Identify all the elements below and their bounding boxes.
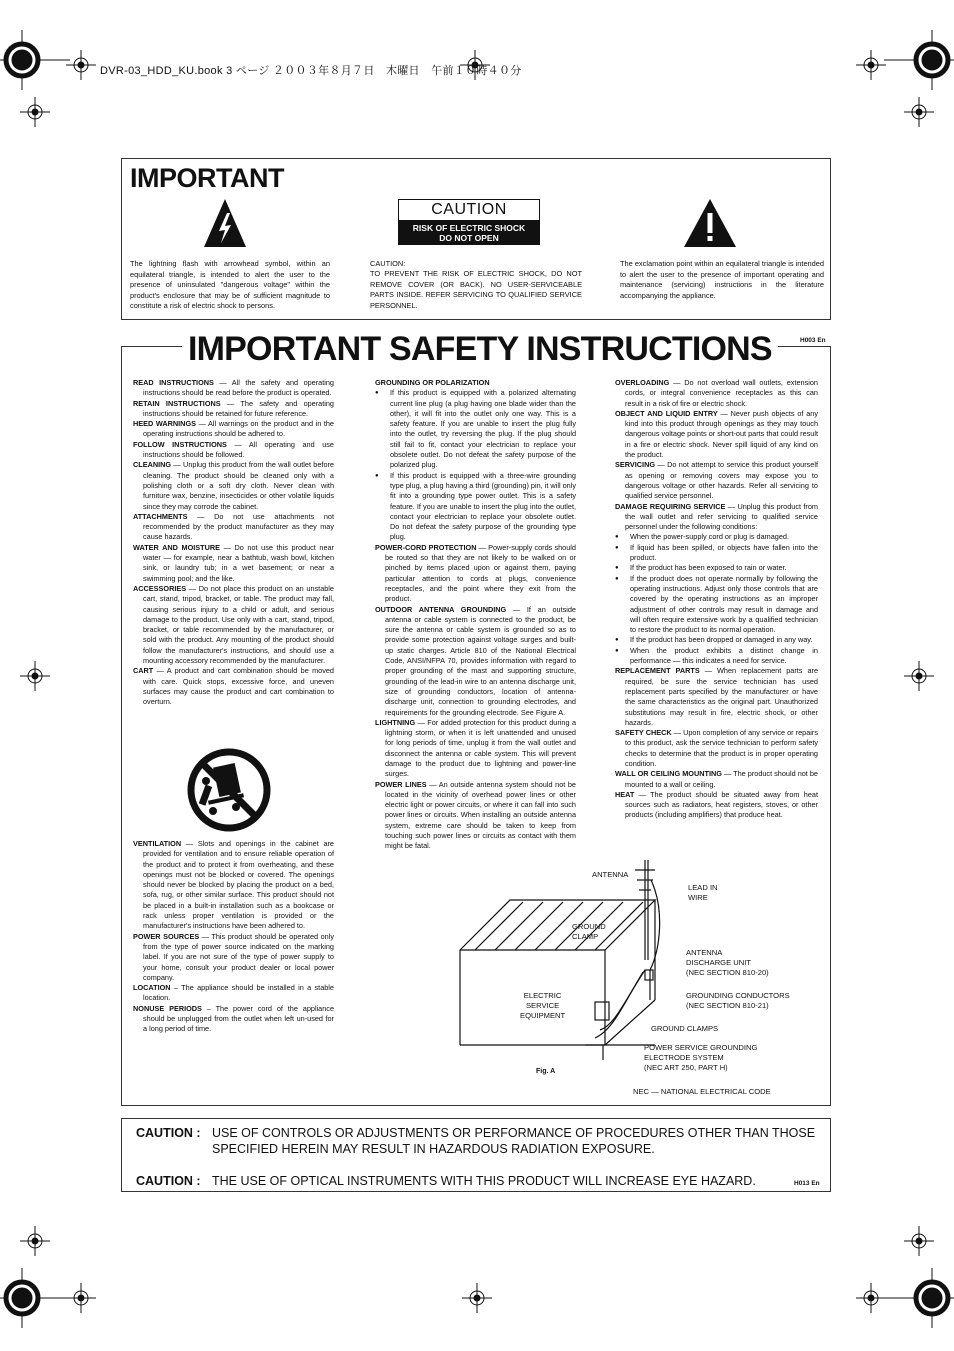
entry-location: LOCATION – The appliance should be installed in a stable location. (133, 983, 334, 1003)
entry-power-lines: POWER LINES — An outside antenna system should not be located in the vicinity of overhead power lines or other electric light or power circuits, or where it can fall into such power lines or circuits. When installing an outside antenna system, extreme care should be taken to keep from touching such power lines or circuits as contact with them might be fatal. (375, 779, 576, 851)
registration-mark-bottom-right (884, 1268, 954, 1328)
bullet-liquid-spilled: ● If liquid has been spilled, or objects have fallen into the product. (615, 543, 818, 564)
column-1 (133, 378, 334, 708)
bullet-rain-water: ● If the product has been exposed to rain or water. (615, 563, 818, 573)
crosshair-icon (856, 50, 886, 80)
important-title: IMPORTANT (130, 163, 284, 193)
entry-safety-check: SAFETY CHECK — Upon completion of any service or repairs to this product, ask the service technician to perform safety checks to determine that the product is in proper operating condition. (615, 728, 818, 768)
fig-ground-clamps-label: GROUND CLAMPS (651, 1024, 719, 1033)
fig-electric-service-label: ELECTRIC SERVICE EQUIPMENT (520, 991, 566, 1020)
entry-heat: HEAT — The product should be situated away from heat sources such as radiators, heat registers, stoves, or other products (including amplifiers) that produce heat. (615, 789, 818, 820)
entry-power-cord-protection: POWER-CORD PROTECTION — Power-supply cords should be routed so that they are not likely to be walked on or pinched by items placed upon or against them, paying particular attention to cords at plugs, convenience receptacles, and the point where they exit from the product. (375, 542, 576, 604)
entry-heed-warnings: HEED WARNINGS — All warnings on the product and in the operating instructions should be adhered to. (133, 419, 334, 439)
entry-retain-instructions: RETAIN INSTRUCTIONS — The safety and operating instructions should be retained for future reference. (133, 398, 334, 418)
caution-radiation-label: CAUTION : (136, 1126, 201, 1140)
entry-water-moisture: WATER AND MOISTURE — Do not use this product near water — for example, near a bathtub, wash bowl, kitchen sink, or laundry tub; in a wet basement; or near a swimming pool; and the like. (133, 542, 334, 583)
bullet-polarized-plug: ● If this product is equipped with a polarized alternating current line plug (a plug having one blade wider than the other), it will fit into the outlet only one way. This is a safety feature. If you are unable to insert the plug fully into the outlet, try reversing the plug. If the plug should still fail to fit, contact your electrician to replace your obsolete outlet. Do not defeat the safety purpose of the polarized plug. (375, 388, 576, 470)
caution-label-top: CAUTION (398, 199, 540, 221)
caution-optical-label: CAUTION : (136, 1174, 201, 1188)
crosshair-icon (20, 97, 50, 127)
caution-optical-text: THE USE OF OPTICAL INSTRUMENTS WITH THIS PRODUCT WILL INCREASE EYE HAZARD. (212, 1174, 756, 1188)
entry-nonuse-periods: NONUSE PERIODS – The power cord of the appliance should be unplugged from the outlet when left un-used for a long period of time. (133, 1003, 335, 1034)
entry-outdoor-antenna-grounding: OUTDOOR ANTENNA GROUNDING — If an outside antenna or cable system is connected to the product, be sure the antenna or cable system is grounded so as to provide some protection against voltage surges and built-up static charges. Article 810 of the National Electrical Code, ANSI/NFPA 70, provides information with regard to proper grounding of the mast and supporting structure, grounding of the lead-in wire to an antenna discharge unit, size of grounding conductors, location of antenna-discharge unit, connection to grounding electrodes, and requirements for the grounding electrode. See Figure A. (375, 604, 576, 717)
entry-wall-ceiling-mounting: WALL OR CEILING MOUNTING — The product should not be mounted to a wall or ceiling. (615, 769, 818, 789)
caution-radiation (136, 1125, 832, 1159)
bullet-three-wire-plug: ● If this product is equipped with a three-wire grounding type plug, a plug having a third (grounding) pin, it will only fit into a grounding type power outlet. This is a safety feature. If you are unable to insert the plug into the outlet, contact your electrician to replace your obsolete outlet. Do not defeat the safety purpose of the grounding type plug. (375, 471, 576, 543)
crosshair-icon (904, 1226, 934, 1256)
file-header: DVR-03_HDD_KU.book 3 ページ ２００３年８月７日 木曜日 午前１０時４０分 (100, 65, 522, 77)
entry-lightning: LIGHTNING — For added protection for this product during a lightning storm, or when it is left unattended and unused for long periods of time, unplug it from the wall outlet and disconnect the antenna or cable system. This will prevent damage to the product due to lightning and power-line surges. (375, 717, 576, 779)
column-2 (375, 378, 576, 852)
fig-discharge-unit-label: ANTENNA DISCHARGE UNIT (NEC SECTION 810-20) (686, 948, 769, 977)
important-box (121, 158, 831, 320)
caution-text: TO PREVENT THE RISK OF ELECTRIC SHOCK, DO NOT REMOVE COVER (OR BACK). NO USER-SERVICEABLE PARTS INSIDE. REFER SERVICING TO QUALIFIED SERVICE PERSONNEL. (370, 269, 582, 310)
safety-code: H003 En (800, 337, 826, 344)
bullet-dropped: ● If the product has been dropped or damaged in any way. (615, 635, 818, 645)
caution-radiation-text: USE OF CONTROLS OR ADJUSTMENTS OR PERFORMANCE OF PROCEDURES OTHER THAN THOSE SPECIFIED HEREIN MAY RESULT IN HAZARDOUS RADIATION EXPOSURE. (212, 1126, 816, 1156)
safety-title: IMPORTANT SAFETY INSTRUCTIONS (182, 327, 778, 371)
crosshair-icon (462, 1283, 492, 1313)
bottom-caution-box (121, 1118, 831, 1192)
column-3 (615, 378, 818, 821)
fig-electrode-system-label: POWER SERVICE GROUNDING ELECTRODE SYSTEM (NEC ART 250, PART H) (644, 1043, 758, 1072)
crosshair-icon (20, 661, 50, 691)
entry-power-sources: POWER SOURCES — This product should be operated only from the type of power source indicated on the marking label. If you are not sure of the type of power supply to your home, consult your product dealer or local power company. (133, 931, 334, 982)
cart-tipover-warning-icon (186, 747, 272, 833)
registration-mark-bottom-left (0, 1268, 70, 1328)
registration-mark-top-right (884, 30, 954, 90)
bullet-cord-damaged: ● When the power-supply cord or plug is damaged. (615, 532, 818, 542)
entry-grounding-heading: GROUNDING OR POLARIZATION (375, 378, 490, 387)
entry-cart: CART — A product and cart combination should be moved with care. Quick stops, excessive force, and uneven surfaces may cause the product and cart combination to overturn. (133, 666, 334, 707)
entry-overloading: OVERLOADING — Do not overload wall outlets, extension cords, or integral convenience receptacles as this can result in a risk of fire or electric shock. (615, 378, 818, 408)
fig-nec-note: NEC — NATIONAL ELECTRICAL CODE (633, 1087, 771, 1096)
exclamation-explanation: The exclamation point within an equilateral triangle is intended to alert the user to the presence of important operating and maintenance (servicing) instructions in the literature accompanying the appliance. (620, 259, 824, 300)
caution-label-bottom (398, 221, 540, 245)
lightning-explanation: The lightning flash with arrowhead symbol, within an equilateral triangle, is intended to alert the user to the presence of uninsulated "dangerous voltage" within the product's enclosure that may be of sufficient magnitude to constitute a risk of electric shock to persons. (130, 259, 330, 310)
bottom-code: H013 En (794, 1180, 820, 1187)
caution-label-line1: RISK OF ELECTRIC SHOCK (412, 223, 526, 233)
entry-object-liquid-entry: OBJECT AND LIQUID ENTRY — Never push objects of any kind into this product through openings as they may touch dangerous voltage points or short-out parts that could result in a fire or electric shock. Never spill liquid of any kind on the product. (615, 408, 819, 460)
fig-grounding-conductors-label: GROUNDING CONDUCTORS (NEC SECTION 810-21) (686, 991, 790, 1010)
fig-antenna-label: ANTENNA (592, 870, 629, 879)
entry-replacement-parts: REPLACEMENT PARTS — When replacement parts are required, be sure the service technician has used replacement parts specified by the manufacturer or have the same characteristics as the original part. Unauthorized substitutions may result in fire, electric shock, or other hazards. (615, 666, 818, 727)
crosshair-icon (904, 661, 934, 691)
lightning-warning-icon (204, 199, 246, 247)
registration-mark-top-left (0, 30, 70, 90)
entry-follow-instructions: FOLLOW INSTRUCTIONS — All operating and use instructions should be followed. (133, 439, 334, 460)
exclamation-warning-icon (684, 199, 736, 247)
entry-read-instructions: READ INSTRUCTIONS — All the safety and operating instructions should be read before the product is operated. (133, 378, 334, 398)
column-1b (133, 839, 334, 1035)
fig-ground-clamp-label: GROUND CLAMP (572, 922, 606, 941)
bullet-performance-change: ● When the product exhibits a distinct change in performance — this indicates a need for service. (615, 646, 818, 667)
caution-label-line2: DO NOT OPEN (439, 233, 499, 243)
caution-heading: CAUTION: (370, 259, 406, 268)
fig-lead-in-label: LEAD IN WIRE (688, 883, 718, 902)
crosshair-icon (66, 50, 96, 80)
entry-cleaning: CLEANING — Unplug this product from the wall outlet before cleaning. The product should be cleaned only with a polishing cloth or a soft dry cloth. Never clean with furniture wax, benzine, insecticides or other volatile liquids since they may corrode the cabinet. (133, 460, 334, 511)
entry-accessories: ACCESSORIES — Do not place this product on an unstable cart, stand, tripod, bracket, or table. The product may fall, causing serious injury to a child or adult, and serious damage to the product. Use only with a cart, stand, tripod, bracket, or table recommended by the manufacturer, or sold with the product. Any mounting of the product should follow the manufacturer's instructions, and should use a mounting accessory recommended by the manufacturer. (133, 583, 334, 666)
caution-optical (136, 1173, 832, 1191)
entry-servicing: SERVICING — Do not attempt to service this product yourself as opening or removing covers may expose you to dangerous voltage or other hazards. Refer all servicing to qualified service personnel. (615, 460, 818, 501)
crosshair-icon (904, 97, 934, 127)
entry-damage-requiring-service: DAMAGE REQUIRING SERVICE — Unplug this product from the wall outlet and refer servicing to qualified service personnel under the following conditions: (615, 501, 818, 532)
crosshair-icon (66, 1283, 96, 1313)
caution-label (398, 199, 540, 245)
entry-ventilation: VENTILATION — Slots and openings in the cabinet are provided for ventilation and to ensure reliable operation of the product and to protect it from overheating, and these openings must not be blocked or covered. The openings should never be blocked by placing the product on a bed, sofa, rug, or other similar surface. This product should not be placed in a built-in installation such as a bookcase or rack unless proper ventilation is provided or the manufacturer's instructions have been adhered to. (133, 839, 334, 931)
bullet-not-operating: ● If the product does not operate normally by following the operating instructions. Adjust only those controls that are covered by the operating instructions as an improper adjustment of other controls may result in damage and will often require extensive work by a qualified technician to restore the product to its normal operation. (615, 574, 818, 636)
crosshair-icon (856, 1283, 886, 1313)
crosshair-icon (20, 1226, 50, 1256)
fig-a-caption: Fig. A (536, 1068, 556, 1075)
entry-attachments: ATTACHMENTS — Do not use attachments not recommended by the product manufacturer as they may cause hazards. (133, 511, 334, 542)
